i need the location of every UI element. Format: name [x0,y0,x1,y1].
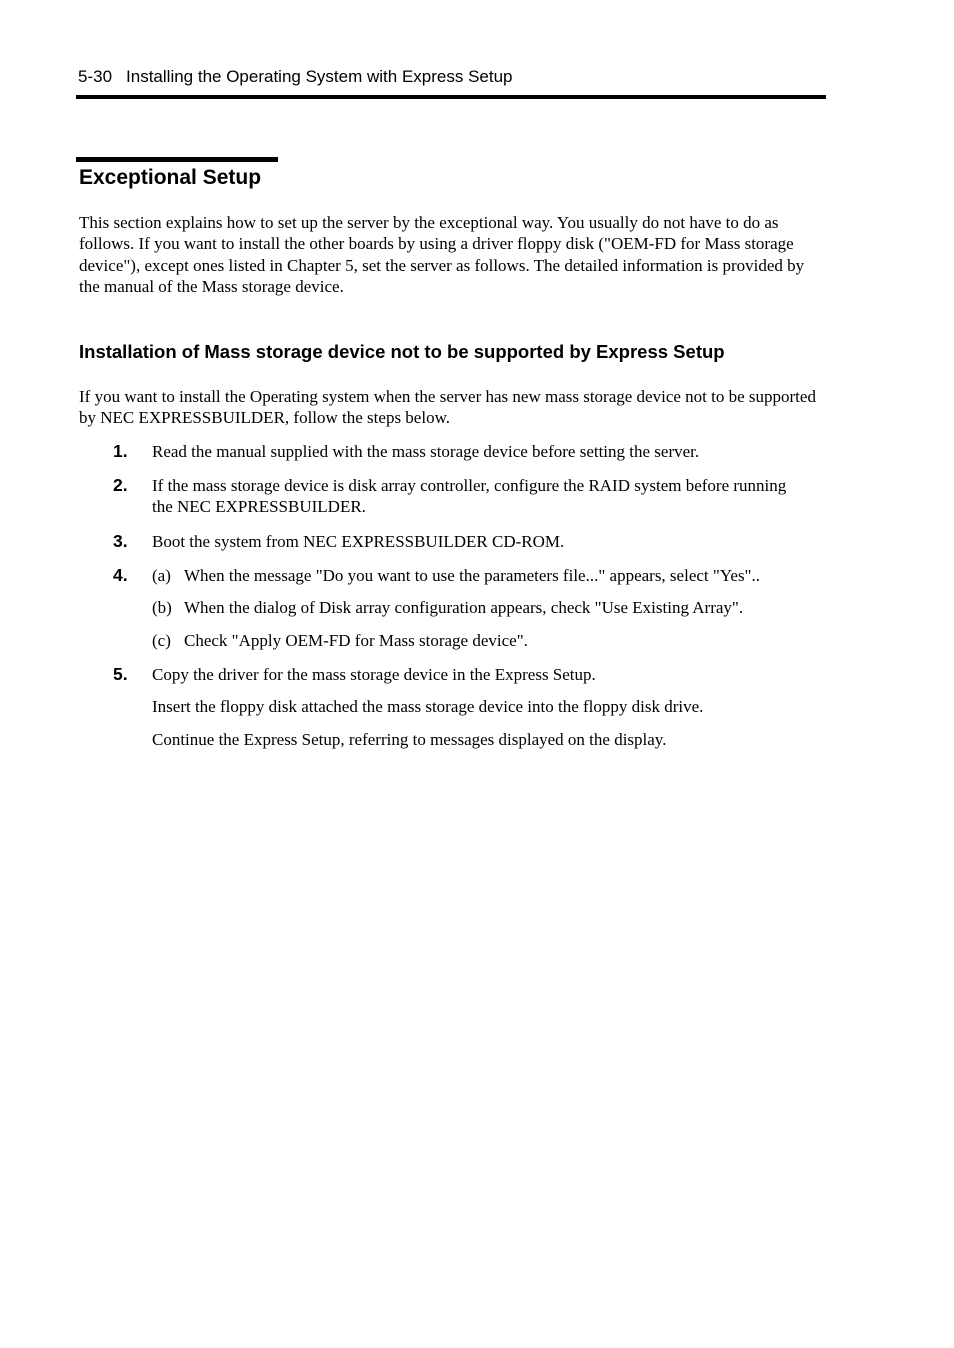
sub-item-label: (b) [152,598,172,617]
subsection-lead: If you want to install the Operating system when the server has new mass storage device not to be supported by NEC EXPRESSBUILDER, follow the steps below. [79,387,816,428]
chapter-title: Installing the Operating System with Express Setup [126,67,513,86]
step-text: If the mass storage device is disk array controller, configure the RAID system before running the NEC EXPRESSBUILDER. [152,476,787,517]
sub-item [152,565,824,586]
sub-item-label: (a) [152,566,171,585]
step-number: 5. [113,664,128,684]
step-paragraph: Continue the Express Setup, referring to messages displayed on the display. [152,730,667,749]
subsection-title: Installation of Mass storage device not to be supported by Express Setup [79,341,725,362]
step-text: Copy the driver for the mass storage device in the Express Setup. [152,665,596,684]
sub-item [152,597,824,618]
step-number: 3. [113,531,128,551]
step-number: 4. [113,565,128,585]
page-header [78,66,513,88]
sub-item [152,630,824,651]
step-number: 2. [113,475,128,495]
step-text: Read the manual supplied with the mass storage device before setting the server. [152,442,700,461]
step-number: 1. [113,441,128,461]
section-title-rule [76,157,278,162]
header-rule [76,95,826,99]
section-title: Exceptional Setup [79,166,262,189]
sub-item-text: When the dialog of Disk array configuration appears, check "Use Existing Array". [184,598,744,617]
section-intro: This section explains how to set up the server by the exceptional way. You usually do not have to do as follows. If you want to install the other boards by using a driver floppy disk ("OEM-FD for Mass storage device"), except ones listed in Chapter 5, set the server as follows. The detailed information is provided by the manual of the Mass storage device. [79,213,805,296]
sub-item-text: When the message "Do you want to use the parameters file..." appears, select "Yes".. [184,566,760,585]
step-text: Boot the system from NEC EXPRESSBUILDER CD-ROM. [152,532,565,551]
step-paragraph: Insert the floppy disk attached the mass storage device into the floppy disk drive. [152,697,704,716]
page-number: 5-30 [78,67,113,86]
sub-item-text: Check "Apply OEM-FD for Mass storage device". [184,631,528,650]
sub-item-label: (c) [152,631,171,650]
